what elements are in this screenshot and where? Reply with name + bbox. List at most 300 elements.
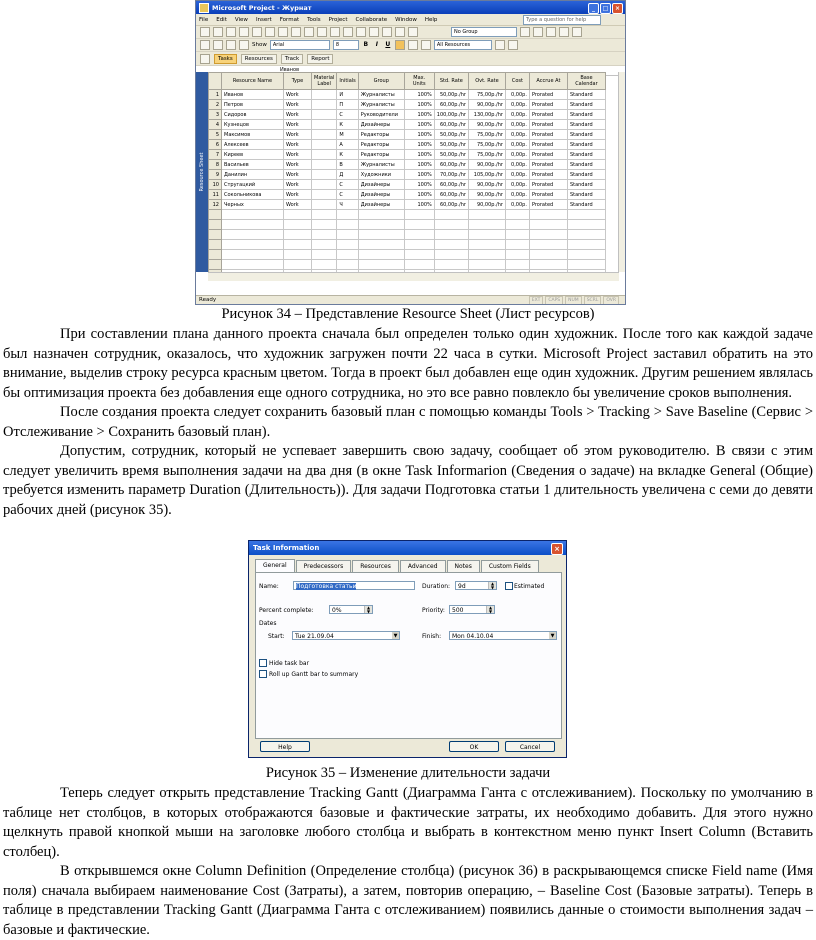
group-combo[interactable]: No Group: [451, 27, 517, 37]
rollup-label: Roll up Gantt bar to summary: [269, 671, 359, 678]
table-cell[interactable]: Standard: [567, 160, 605, 170]
body-text-1: [3, 325, 813, 520]
table-cell[interactable]: 60,00р./hr: [434, 190, 468, 200]
table-cell[interactable]: 100%: [404, 140, 434, 150]
table-cell[interactable]: 100%: [404, 170, 434, 180]
table-cell[interactable]: 60,00р./hr: [434, 200, 468, 210]
table-cell[interactable]: 0,00р.: [505, 190, 529, 200]
table-cell[interactable]: Standard: [567, 190, 605, 200]
table-cell[interactable]: Д: [337, 170, 358, 180]
status-text: Ready: [199, 297, 217, 303]
paragraph: После создания проекта следует сохранить базовый план с помощью команды Tools > Tracking > Save Baseline (Сервис > Отслеживание > Сохранить базовый план).: [3, 404, 813, 440]
table-cell[interactable]: 75,00р./hr: [468, 130, 505, 140]
table-cell[interactable]: [312, 120, 337, 130]
table-cell[interactable]: 0,00р.: [505, 110, 529, 120]
table-cell[interactable]: 100%: [404, 160, 434, 170]
tab-advanced[interactable]: Advanced: [400, 560, 446, 572]
estimated-checkbox[interactable]: [505, 582, 513, 590]
table-cell[interactable]: [312, 180, 337, 190]
rollup-checkbox[interactable]: [259, 670, 267, 678]
table-cell[interactable]: 105,00р./hr: [468, 170, 505, 180]
track-button[interactable]: Track: [281, 54, 303, 64]
indent-icon[interactable]: [213, 40, 223, 50]
percent-complete-input[interactable]: 0% ▲ ▼: [329, 605, 373, 614]
table-row[interactable]: [209, 160, 606, 170]
empty-row[interactable]: [209, 210, 606, 220]
percent-spinner[interactable]: ▲ ▼: [364, 606, 372, 613]
dates-label: Dates: [259, 620, 277, 627]
table-cell[interactable]: Standard: [567, 120, 605, 130]
table-cell[interactable]: Prorated: [529, 170, 567, 180]
table-cell[interactable]: 1: [209, 90, 222, 100]
resource-table: [208, 72, 606, 280]
task-info-icon[interactable]: [369, 27, 379, 37]
table-cell[interactable]: [312, 90, 337, 100]
table-cell[interactable]: Work: [284, 190, 312, 200]
hide-subtasks-icon[interactable]: [239, 40, 249, 50]
table-cell[interactable]: Киреев: [222, 150, 284, 160]
help-icon[interactable]: [572, 27, 582, 37]
menu-project[interactable]: Project: [328, 16, 348, 23]
maximize-button[interactable]: □: [600, 3, 611, 14]
empty-row[interactable]: [209, 240, 606, 250]
table-cell[interactable]: С: [337, 190, 358, 200]
column-header[interactable]: Max. Units: [404, 73, 434, 90]
publish-icon[interactable]: [408, 27, 418, 37]
new-icon[interactable]: [200, 27, 210, 37]
table-cell[interactable]: 4: [209, 120, 222, 130]
table-cell[interactable]: 100%: [404, 110, 434, 120]
ask-question-input[interactable]: Type a question for help: [523, 15, 601, 25]
paste-icon[interactable]: [304, 27, 314, 37]
table-cell[interactable]: Сидоров: [222, 110, 284, 120]
status-ext: EXT: [529, 296, 544, 305]
table-cell[interactable]: 6: [209, 140, 222, 150]
column-header[interactable]: Group: [358, 73, 404, 90]
menu-help[interactable]: Help: [424, 16, 438, 23]
table-cell[interactable]: Standard: [567, 130, 605, 140]
priority-input[interactable]: 500 ▲ ▼: [449, 605, 495, 614]
table-cell[interactable]: Художники: [358, 170, 404, 180]
standard-toolbar: [196, 26, 625, 39]
finish-label: Finish:: [422, 633, 442, 640]
status-num: NUM: [565, 296, 582, 305]
start-dropdown-icon[interactable]: ▼: [393, 633, 398, 639]
table-cell[interactable]: 9: [209, 170, 222, 180]
view-bar-icon[interactable]: [200, 54, 210, 64]
align-center-icon[interactable]: [408, 40, 418, 50]
column-header[interactable]: Resource Name: [222, 73, 284, 90]
font-combo[interactable]: Arial: [270, 40, 330, 50]
table-cell[interactable]: 3: [209, 110, 222, 120]
status-ovr: OVR: [603, 296, 619, 305]
duration-label: Duration:: [422, 583, 451, 590]
table-cell[interactable]: И: [337, 90, 358, 100]
column-header[interactable]: Accrue At: [529, 73, 567, 90]
duration-input[interactable]: 9d ▲ ▼: [455, 581, 497, 590]
entry-bar-value: Иванов: [280, 67, 300, 73]
dialog-title: Task Information: [253, 544, 320, 552]
table-cell[interactable]: Prorated: [529, 110, 567, 120]
table-cell[interactable]: Алексеев: [222, 140, 284, 150]
task-name-input[interactable]: Подготовка статьи: [293, 581, 415, 590]
column-header[interactable]: Type: [284, 73, 312, 90]
table-cell[interactable]: 100,00р./hr: [434, 110, 468, 120]
table-cell[interactable]: 0,00р.: [505, 100, 529, 110]
undo-icon[interactable]: [317, 27, 327, 37]
project-app-icon: [199, 3, 209, 13]
table-cell[interactable]: 11: [209, 190, 222, 200]
table-cell[interactable]: Standard: [567, 140, 605, 150]
menu-tools[interactable]: Tools: [307, 16, 321, 23]
table-cell[interactable]: [312, 100, 337, 110]
status-caps: CAPS: [545, 296, 563, 305]
table-cell[interactable]: Work: [284, 160, 312, 170]
unlink-icon[interactable]: [343, 27, 353, 37]
resources-button[interactable]: Resources: [241, 54, 277, 64]
figure-35-caption: Рисунок 35 – Изменение длительности задачи: [265, 765, 551, 781]
autofilter-icon[interactable]: [495, 40, 505, 50]
table-cell[interactable]: 100%: [404, 100, 434, 110]
table-cell[interactable]: Prorated: [529, 130, 567, 140]
table-cell[interactable]: В: [337, 160, 358, 170]
goto-task-icon[interactable]: [546, 27, 556, 37]
table-cell[interactable]: 75,00р./hr: [468, 90, 505, 100]
formatting-toolbar: [196, 39, 625, 52]
table-cell[interactable]: 0,00р.: [505, 200, 529, 210]
help-button[interactable]: Help: [260, 741, 310, 752]
open-icon[interactable]: [213, 27, 223, 37]
table-cell[interactable]: 2: [209, 100, 222, 110]
table-cell[interactable]: Standard: [567, 150, 605, 160]
table-cell[interactable]: Васильев: [222, 160, 284, 170]
status-bar: [196, 295, 625, 304]
table-cell[interactable]: Журналисты: [358, 100, 404, 110]
table-cell[interactable]: [312, 110, 337, 120]
table-row[interactable]: [209, 180, 606, 190]
table-cell[interactable]: 100%: [404, 130, 434, 140]
empty-row[interactable]: [209, 250, 606, 260]
table-cell[interactable]: 0,00р.: [505, 180, 529, 190]
table-cell[interactable]: Редакторы: [358, 150, 404, 160]
table-cell[interactable]: [312, 170, 337, 180]
column-header[interactable]: Cost: [505, 73, 529, 90]
table-cell[interactable]: 100%: [404, 120, 434, 130]
tab-general[interactable]: General: [255, 559, 295, 572]
finish-date-input[interactable]: Mon 04.10.04 ▼: [449, 631, 557, 640]
table-cell[interactable]: [312, 160, 337, 170]
table-row[interactable]: [209, 120, 606, 130]
dialog-title-bar: [249, 541, 566, 555]
table-row[interactable]: [209, 150, 606, 160]
column-header[interactable]: Material Label: [312, 73, 337, 90]
table-cell[interactable]: Standard: [567, 100, 605, 110]
table-cell[interactable]: Prorated: [529, 160, 567, 170]
close-icon[interactable]: ×: [612, 3, 623, 14]
table-cell[interactable]: Редакторы: [358, 140, 404, 150]
window-title: Microsoft Project - Журнат: [212, 3, 312, 12]
table-cell[interactable]: Стругацкий: [222, 180, 284, 190]
table-cell[interactable]: 100%: [404, 180, 434, 190]
paragraph: В открывшемся окне Column Definition (Определение столбца) (рисунок 36) в раскрывающемся списке Field name (Имя поля) сначала выбираем наименование Cost (Затраты), а затем, повторив операцию, – Baseline Cost (Базовые затраты). Теперь в таблице в представлении Tracking Gantt (Диаграмма Ганта с отслеживанием) появились данные о стоимости выполнения задач – базовые и фактические.: [3, 863, 813, 938]
table-cell[interactable]: 8: [209, 160, 222, 170]
table-cell[interactable]: 75,00р./hr: [468, 150, 505, 160]
table-cell[interactable]: М: [337, 130, 358, 140]
table-cell[interactable]: [312, 190, 337, 200]
table-cell[interactable]: 90,00р./hr: [468, 180, 505, 190]
project-window: [195, 0, 626, 305]
assign-icon[interactable]: [395, 27, 405, 37]
title-bar: [196, 1, 625, 14]
tab-notes[interactable]: Notes: [447, 560, 480, 572]
table-cell[interactable]: Prorated: [529, 100, 567, 110]
table-cell[interactable]: 0,00р.: [505, 90, 529, 100]
status-scrl: SCRL: [584, 296, 602, 305]
save-icon[interactable]: [226, 27, 236, 37]
report-button[interactable]: Report: [307, 54, 333, 64]
table-cell[interactable]: 60,00р./hr: [434, 160, 468, 170]
table-cell[interactable]: Prorated: [529, 180, 567, 190]
percent-complete-label: Percent complete:: [259, 607, 314, 614]
hide-task-bar-label: Hide task bar: [269, 660, 310, 667]
table-row[interactable]: [209, 190, 606, 200]
cancel-button[interactable]: Cancel: [505, 741, 555, 752]
outdent-icon[interactable]: [200, 40, 210, 50]
link-icon[interactable]: [330, 27, 340, 37]
paragraph: Теперь следует открыть представление Tracking Gantt (Диаграмма Ганта с отслеживанием). Поскольку по умолчанию в таблице нет столбцов, в которых отображаются базовые и фактические затраты, их необходимо добавить. Для этого нужно щелкнуть правой кнопкой мыши на заголовке любого столбца и выбрать в контекстном меню пункт Insert Column (Вставить столбец).: [3, 785, 813, 860]
paragraph: Допустим, сотрудник, который не успевает завершить свою задачу, сообщает об этом руководителю. В связи с этим следует увеличить время выполнения задачи на два дня (в окне Task Informarion (Сведения о задаче) на вкладке General (Общие) требуется изменить параметр Duration (Длительность)). Для задачи Подготовка статьи 1 длительность увеличена с семи до девяти рабочих дней (рисунок 35).: [3, 443, 813, 518]
table-row[interactable]: [209, 100, 606, 110]
table-cell[interactable]: 5: [209, 130, 222, 140]
tab-predecessors[interactable]: Predecessors: [296, 560, 352, 572]
table-cell[interactable]: 0,00р.: [505, 150, 529, 160]
table-cell[interactable]: Standard: [567, 90, 605, 100]
table-cell[interactable]: 100%: [404, 150, 434, 160]
size-combo[interactable]: 8: [333, 40, 359, 50]
table-cell[interactable]: 90,00р./hr: [468, 190, 505, 200]
preview-icon[interactable]: [252, 27, 262, 37]
table-cell[interactable]: Prorated: [529, 140, 567, 150]
table-cell[interactable]: 60,00р./hr: [434, 180, 468, 190]
table-cell[interactable]: Кузнецов: [222, 120, 284, 130]
table-cell[interactable]: 130,00р./hr: [468, 110, 505, 120]
tasks-button[interactable]: Tasks: [214, 54, 237, 64]
start-label: Start:: [268, 633, 285, 640]
table-cell[interactable]: 7: [209, 150, 222, 160]
table-cell[interactable]: 12: [209, 200, 222, 210]
menu-window[interactable]: Window: [395, 16, 417, 23]
cut-icon[interactable]: [278, 27, 288, 37]
dialog-tabs: [255, 560, 540, 572]
view-side-label: Resource Sheet: [196, 72, 208, 272]
empty-row[interactable]: [209, 260, 606, 270]
view-bar: [196, 52, 625, 66]
table-cell[interactable]: Редакторы: [358, 130, 404, 140]
table-cell[interactable]: 0,00р.: [505, 120, 529, 130]
table-cell[interactable]: Дизайнеры: [358, 180, 404, 190]
table-cell[interactable]: Максимов: [222, 130, 284, 140]
table-cell[interactable]: Work: [284, 130, 312, 140]
split-icon[interactable]: [356, 27, 366, 37]
table-cell[interactable]: Work: [284, 120, 312, 130]
table-cell[interactable]: [312, 150, 337, 160]
menu-collaborate[interactable]: Collaborate: [355, 16, 388, 23]
table-cell[interactable]: Петров: [222, 100, 284, 110]
table-cell[interactable]: Work: [284, 150, 312, 160]
show-subtasks-icon[interactable]: [226, 40, 236, 50]
table-cell[interactable]: 60,00р./hr: [434, 120, 468, 130]
notes-icon[interactable]: [382, 27, 392, 37]
table-cell[interactable]: Work: [284, 110, 312, 120]
table-cell[interactable]: К: [337, 120, 358, 130]
table-cell[interactable]: Дизайнеры: [358, 200, 404, 210]
menu-bar: [196, 14, 625, 26]
table-cell[interactable]: 75,00р./hr: [468, 140, 505, 150]
table-row[interactable]: [209, 200, 606, 210]
table-cell[interactable]: 50,00р./hr: [434, 130, 468, 140]
menu-format[interactable]: Format: [279, 16, 300, 23]
column-header[interactable]: Base Calendar: [567, 73, 605, 90]
table-cell[interactable]: Данилин: [222, 170, 284, 180]
table-cell[interactable]: Work: [284, 100, 312, 110]
zoom-out-icon[interactable]: [533, 27, 543, 37]
ok-button[interactable]: OK: [449, 741, 499, 752]
table-cell[interactable]: Руководители: [358, 110, 404, 120]
vertical-scrollbar[interactable]: [618, 72, 626, 272]
copy-icon[interactable]: [291, 27, 301, 37]
table-cell[interactable]: 100%: [404, 200, 434, 210]
table-cell[interactable]: 70,00р./hr: [434, 170, 468, 180]
table-cell[interactable]: 10: [209, 180, 222, 190]
close-icon[interactable]: ×: [551, 543, 563, 555]
general-tab-pane: [255, 572, 562, 739]
menu-insert[interactable]: Insert: [255, 16, 272, 23]
tab-resources[interactable]: Resources: [352, 560, 399, 572]
table-cell[interactable]: 90,00р./hr: [468, 100, 505, 110]
resource-sheet: [196, 72, 626, 287]
table-cell[interactable]: [312, 200, 337, 210]
table-cell[interactable]: 0,00р.: [505, 160, 529, 170]
table-cell[interactable]: Standard: [567, 180, 605, 190]
table-cell[interactable]: Work: [284, 170, 312, 180]
table-cell[interactable]: Ч: [337, 200, 358, 210]
table-row[interactable]: [209, 110, 606, 120]
bold-icon[interactable]: B: [363, 41, 369, 48]
priority-spinner[interactable]: ▲ ▼: [486, 606, 494, 613]
table-cell[interactable]: П: [337, 100, 358, 110]
horizontal-scrollbar[interactable]: [208, 272, 619, 281]
table-cell[interactable]: Prorated: [529, 120, 567, 130]
table-cell[interactable]: 50,00р./hr: [434, 90, 468, 100]
wizard-icon[interactable]: [508, 40, 518, 50]
table-cell[interactable]: Prorated: [529, 190, 567, 200]
start-date-input[interactable]: Tue 21.09.04 ▼: [292, 631, 400, 640]
table-cell[interactable]: Дизайнеры: [358, 190, 404, 200]
copy-picture-icon[interactable]: [559, 27, 569, 37]
table-cell[interactable]: Standard: [567, 110, 605, 120]
table-cell[interactable]: Журналисты: [358, 90, 404, 100]
table-row[interactable]: [209, 140, 606, 150]
table-cell[interactable]: 0,00р.: [505, 170, 529, 180]
task-information-dialog: [248, 540, 567, 758]
table-cell[interactable]: Журналисты: [358, 160, 404, 170]
table-row[interactable]: [209, 170, 606, 180]
table-cell[interactable]: Иванов: [222, 90, 284, 100]
table-cell[interactable]: К: [337, 150, 358, 160]
table-cell[interactable]: 100%: [404, 190, 434, 200]
table-cell[interactable]: Prorated: [529, 200, 567, 210]
spell-icon[interactable]: [265, 27, 275, 37]
hide-task-bar-checkbox[interactable]: [259, 659, 267, 667]
column-header[interactable]: Ovt. Rate: [468, 73, 505, 90]
name-label: Name:: [259, 583, 279, 590]
table-cell[interactable]: Standard: [567, 170, 605, 180]
column-header[interactable]: Initials: [337, 73, 358, 90]
table-cell[interactable]: Сокольникова: [222, 190, 284, 200]
table-cell[interactable]: С: [337, 180, 358, 190]
table-cell[interactable]: Черных: [222, 200, 284, 210]
menu-edit[interactable]: Edit: [216, 16, 227, 23]
table-cell[interactable]: [312, 130, 337, 140]
priority-label: Priority:: [422, 607, 445, 614]
filter-combo[interactable]: All Resources: [434, 40, 492, 50]
finish-dropdown-icon[interactable]: ▼: [550, 633, 555, 639]
table-cell[interactable]: Prorated: [529, 90, 567, 100]
table-cell[interactable]: Standard: [567, 200, 605, 210]
table-row[interactable]: [209, 90, 606, 100]
table-cell[interactable]: А: [337, 140, 358, 150]
table-cell[interactable]: Work: [284, 180, 312, 190]
table-cell[interactable]: 0,00р.: [505, 140, 529, 150]
print-icon[interactable]: [239, 27, 249, 37]
table-cell[interactable]: 0,00р.: [505, 130, 529, 140]
minimize-button[interactable]: _: [588, 3, 599, 14]
italic-icon[interactable]: I: [375, 41, 378, 48]
table-cell[interactable]: 100%: [404, 90, 434, 100]
table-cell[interactable]: Work: [284, 200, 312, 210]
table-cell[interactable]: 90,00р./hr: [468, 160, 505, 170]
table-cell[interactable]: 90,00р./hr: [468, 120, 505, 130]
table-row[interactable]: [209, 130, 606, 140]
duration-spinner[interactable]: ▲ ▼: [488, 582, 496, 589]
table-cell[interactable]: 50,00р./hr: [434, 140, 468, 150]
show-menu[interactable]: Show: [252, 42, 267, 48]
underline-icon[interactable]: U: [385, 41, 391, 48]
body-text-2: [3, 784, 813, 940]
table-cell[interactable]: Work: [284, 90, 312, 100]
figure-34-caption: Рисунок 34 – Представление Resource Sheet (Лист ресурсов): [221, 306, 595, 322]
estimated-label: Estimated: [514, 583, 545, 590]
table-cell[interactable]: 50,00р./hr: [434, 150, 468, 160]
menu-file[interactable]: File: [199, 16, 209, 23]
menu-view[interactable]: View: [234, 16, 248, 23]
column-header[interactable]: [209, 73, 222, 90]
table-cell[interactable]: 90,00р./hr: [468, 200, 505, 210]
align-left-icon[interactable]: [395, 40, 405, 50]
table-cell[interactable]: С: [337, 110, 358, 120]
table-cell[interactable]: Prorated: [529, 150, 567, 160]
tab-custom-fields[interactable]: Custom Fields: [481, 560, 539, 572]
table-cell[interactable]: Work: [284, 140, 312, 150]
empty-row[interactable]: [209, 230, 606, 240]
table-cell[interactable]: [312, 140, 337, 150]
zoom-in-icon[interactable]: [520, 27, 530, 37]
table-cell[interactable]: Дизайнеры: [358, 120, 404, 130]
column-header[interactable]: Std. Rate: [434, 73, 468, 90]
table-cell[interactable]: 60,00р./hr: [434, 100, 468, 110]
empty-row[interactable]: [209, 220, 606, 230]
align-right-icon[interactable]: [421, 40, 431, 50]
